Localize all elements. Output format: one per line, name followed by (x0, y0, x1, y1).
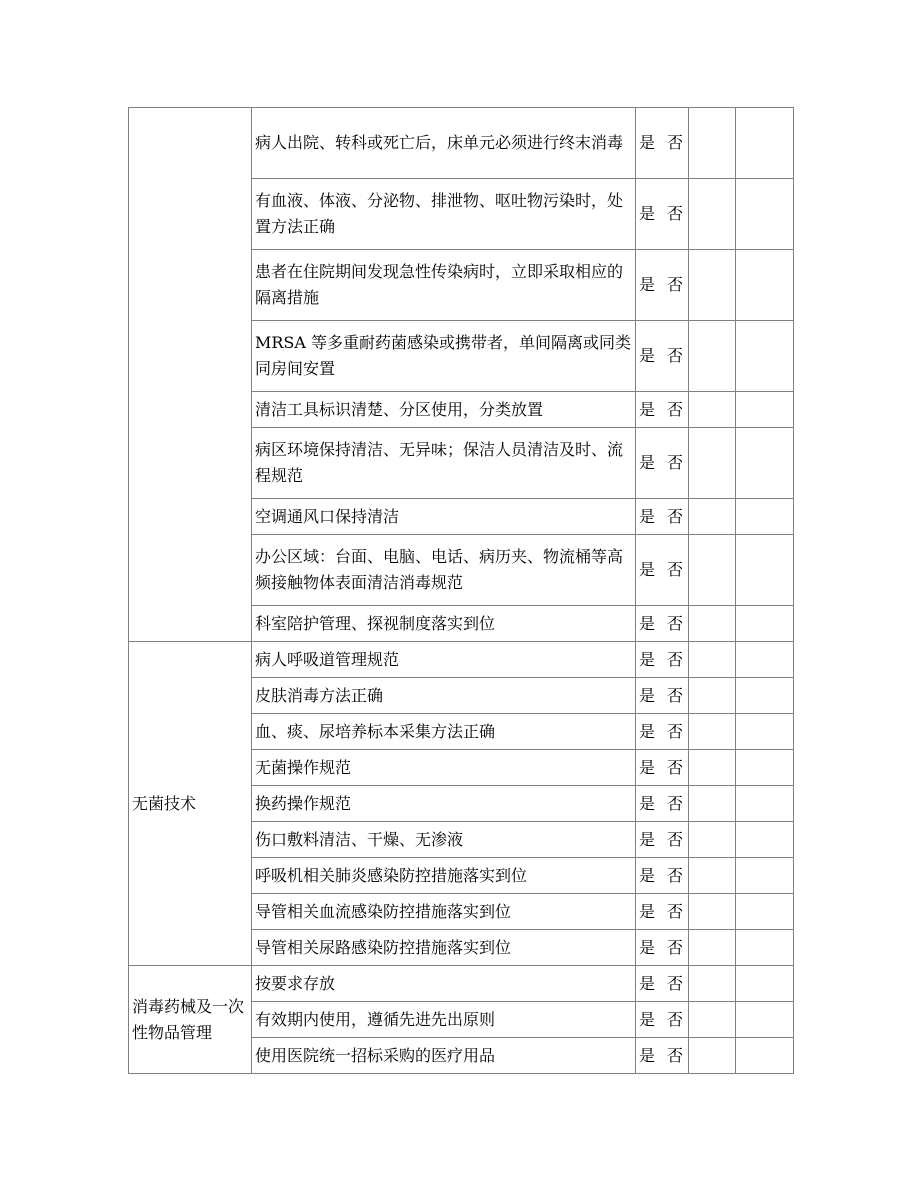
blank-cell-a[interactable] (689, 499, 736, 535)
yes-no-cell[interactable] (636, 1038, 689, 1074)
check-item-text: 导管相关尿路感染防控措施落实到位 (252, 930, 636, 966)
no-option[interactable]: 否 (667, 685, 684, 705)
yes-no-cell[interactable] (636, 822, 689, 858)
check-item-text: 病人呼吸道管理规范 (252, 642, 636, 678)
yes-no-cell[interactable] (636, 642, 689, 678)
blank-cell-a[interactable] (689, 966, 736, 1002)
blank-cell-b[interactable] (736, 786, 794, 822)
check-item-text: 病人出院、转科或死亡后，床单元必须进行终末消毒 (252, 108, 636, 179)
yes-option[interactable]: 是 (639, 560, 656, 579)
yes-no-cell[interactable] (636, 428, 689, 499)
yes-option[interactable]: 是 (639, 1009, 656, 1029)
blank-cell-a[interactable] (689, 642, 736, 678)
blank-cell-a[interactable] (689, 1002, 736, 1038)
category-cell: 消毒药械及一次性物品管理 (129, 966, 252, 1074)
no-option[interactable]: 否 (667, 1045, 684, 1065)
yes-no-cell[interactable] (636, 321, 689, 392)
blank-cell-b[interactable] (736, 606, 794, 642)
blank-cell-a[interactable] (689, 1038, 736, 1074)
no-option[interactable]: 否 (667, 453, 684, 472)
yes-option[interactable]: 是 (639, 721, 656, 741)
blank-cell-b[interactable] (736, 714, 794, 750)
yes-no-cell[interactable] (636, 535, 689, 606)
blank-cell-a[interactable] (689, 678, 736, 714)
blank-cell-b[interactable] (736, 966, 794, 1002)
yes-option[interactable]: 是 (639, 901, 656, 921)
yes-option[interactable]: 是 (639, 793, 656, 813)
yes-no-cell[interactable] (636, 786, 689, 822)
yes-no-cell[interactable] (636, 1002, 689, 1038)
check-item-text: 有血液、体液、分泌物、排泄物、呕吐物污染时，处置方法正确 (252, 179, 636, 250)
no-option[interactable]: 否 (667, 901, 684, 921)
check-item-text: 空调通风口保持清洁 (252, 499, 636, 535)
checklist-body (129, 108, 794, 1074)
blank-cell-a[interactable] (689, 535, 736, 606)
blank-cell-b[interactable] (736, 1038, 794, 1074)
check-item-text: 使用医院统一招标采购的医疗用品 (252, 1038, 636, 1074)
no-option[interactable]: 否 (667, 399, 684, 419)
yes-option[interactable]: 是 (639, 133, 656, 152)
yes-option[interactable]: 是 (639, 346, 656, 365)
yes-no-cell[interactable] (636, 499, 689, 535)
yes-no-cell[interactable] (636, 966, 689, 1002)
check-item-text: 皮肤消毒方法正确 (252, 678, 636, 714)
yes-option[interactable]: 是 (639, 275, 656, 294)
check-item-text: 清洁工具标识清楚、分区使用，分类放置 (252, 392, 636, 428)
check-item-text: 呼吸机相关肺炎感染防控措施落实到位 (252, 858, 636, 894)
yes-no-cell[interactable] (636, 750, 689, 786)
yes-option[interactable]: 是 (639, 453, 656, 472)
yes-no-cell[interactable] (636, 179, 689, 250)
yes-no-cell[interactable] (636, 930, 689, 966)
blank-cell-b[interactable] (736, 535, 794, 606)
check-item-text: MRSA 等多重耐药菌感染或携带者，单间隔离或同类同房间安置 (252, 321, 636, 392)
check-item-text: 导管相关血流感染防控措施落实到位 (252, 894, 636, 930)
no-option[interactable]: 否 (667, 721, 684, 741)
no-option[interactable]: 否 (667, 649, 684, 669)
check-item-text: 按要求存放 (252, 966, 636, 1002)
yes-option[interactable]: 是 (639, 865, 656, 885)
yes-option[interactable]: 是 (639, 937, 656, 957)
blank-cell-a[interactable] (689, 822, 736, 858)
blank-cell-a[interactable] (689, 786, 736, 822)
blank-cell-b[interactable] (736, 108, 794, 179)
yes-option[interactable]: 是 (639, 685, 656, 705)
check-item-text: 换药操作规范 (252, 786, 636, 822)
no-option[interactable]: 否 (667, 560, 684, 579)
yes-option[interactable]: 是 (639, 1045, 656, 1065)
blank-cell-b[interactable] (736, 750, 794, 786)
no-option[interactable]: 否 (667, 613, 684, 633)
blank-cell-b[interactable] (736, 678, 794, 714)
yes-option[interactable]: 是 (639, 649, 656, 669)
blank-cell-b[interactable] (736, 179, 794, 250)
blank-cell-a[interactable] (689, 894, 736, 930)
no-option[interactable]: 否 (667, 1009, 684, 1029)
table-row (129, 966, 794, 1002)
check-item-text: 病区环境保持清洁、无异味；保洁人员清洁及时、流程规范 (252, 428, 636, 499)
check-item-text: 有效期内使用，遵循先进先出原则 (252, 1002, 636, 1038)
blank-cell-b[interactable] (736, 392, 794, 428)
yes-no-cell[interactable] (636, 894, 689, 930)
no-option[interactable]: 否 (667, 793, 684, 813)
no-option[interactable]: 否 (667, 973, 684, 993)
yes-no-cell[interactable] (636, 858, 689, 894)
table-row (129, 108, 794, 179)
yes-no-cell[interactable] (636, 714, 689, 750)
blank-cell-a[interactable] (689, 714, 736, 750)
blank-cell-a[interactable] (689, 858, 736, 894)
no-option[interactable]: 否 (667, 829, 684, 849)
table-row (129, 642, 794, 678)
blank-cell-b[interactable] (736, 250, 794, 321)
blank-cell-b[interactable] (736, 894, 794, 930)
yes-option[interactable]: 是 (639, 399, 656, 419)
yes-no-cell[interactable] (636, 606, 689, 642)
blank-cell-b[interactable] (736, 321, 794, 392)
yes-no-cell[interactable] (636, 250, 689, 321)
yes-option[interactable]: 是 (639, 613, 656, 633)
yes-no-cell[interactable] (636, 392, 689, 428)
check-item-text: 办公区域：台面、电脑、电话、病历夹、物流桶等高频接触物体表面清洁消毒规范 (252, 535, 636, 606)
blank-cell-b[interactable] (736, 822, 794, 858)
no-option[interactable]: 否 (667, 865, 684, 885)
blank-cell-b[interactable] (736, 428, 794, 499)
blank-cell-a[interactable] (689, 179, 736, 250)
blank-cell-b[interactable] (736, 642, 794, 678)
category-cell: 无菌技术 (129, 642, 252, 966)
blank-cell-a[interactable] (689, 428, 736, 499)
blank-cell-b[interactable] (736, 930, 794, 966)
yes-option[interactable]: 是 (639, 506, 656, 526)
check-item-text: 患者在住院期间发现急性传染病时，立即采取相应的隔离措施 (252, 250, 636, 321)
checklist-table (128, 107, 794, 1074)
blank-cell-a[interactable] (689, 321, 736, 392)
no-option[interactable]: 否 (667, 346, 684, 365)
no-option[interactable]: 否 (667, 506, 684, 526)
blank-cell-b[interactable] (736, 499, 794, 535)
no-option[interactable]: 否 (667, 275, 684, 294)
blank-cell-b[interactable] (736, 1002, 794, 1038)
no-option[interactable]: 否 (667, 757, 684, 777)
category-cell (129, 108, 252, 642)
blank-cell-b[interactable] (736, 858, 794, 894)
yes-option[interactable]: 是 (639, 204, 656, 223)
check-item-text: 伤口敷料清洁、干燥、无渗液 (252, 822, 636, 858)
check-item-text: 科室陪护管理、探视制度落实到位 (252, 606, 636, 642)
blank-cell-a[interactable] (689, 750, 736, 786)
yes-option[interactable]: 是 (639, 829, 656, 849)
no-option[interactable]: 否 (667, 133, 684, 152)
blank-cell-a[interactable] (689, 108, 736, 179)
blank-cell-a[interactable] (689, 392, 736, 428)
no-option[interactable]: 否 (667, 937, 684, 957)
yes-option[interactable]: 是 (639, 973, 656, 993)
yes-option[interactable]: 是 (639, 757, 656, 777)
yes-no-cell[interactable] (636, 108, 689, 179)
blank-cell-a[interactable] (689, 606, 736, 642)
check-item-text: 无菌操作规范 (252, 750, 636, 786)
blank-cell-a[interactable] (689, 250, 736, 321)
no-option[interactable]: 否 (667, 204, 684, 223)
check-item-text: 血、痰、尿培养标本采集方法正确 (252, 714, 636, 750)
yes-no-cell[interactable] (636, 678, 689, 714)
blank-cell-a[interactable] (689, 930, 736, 966)
